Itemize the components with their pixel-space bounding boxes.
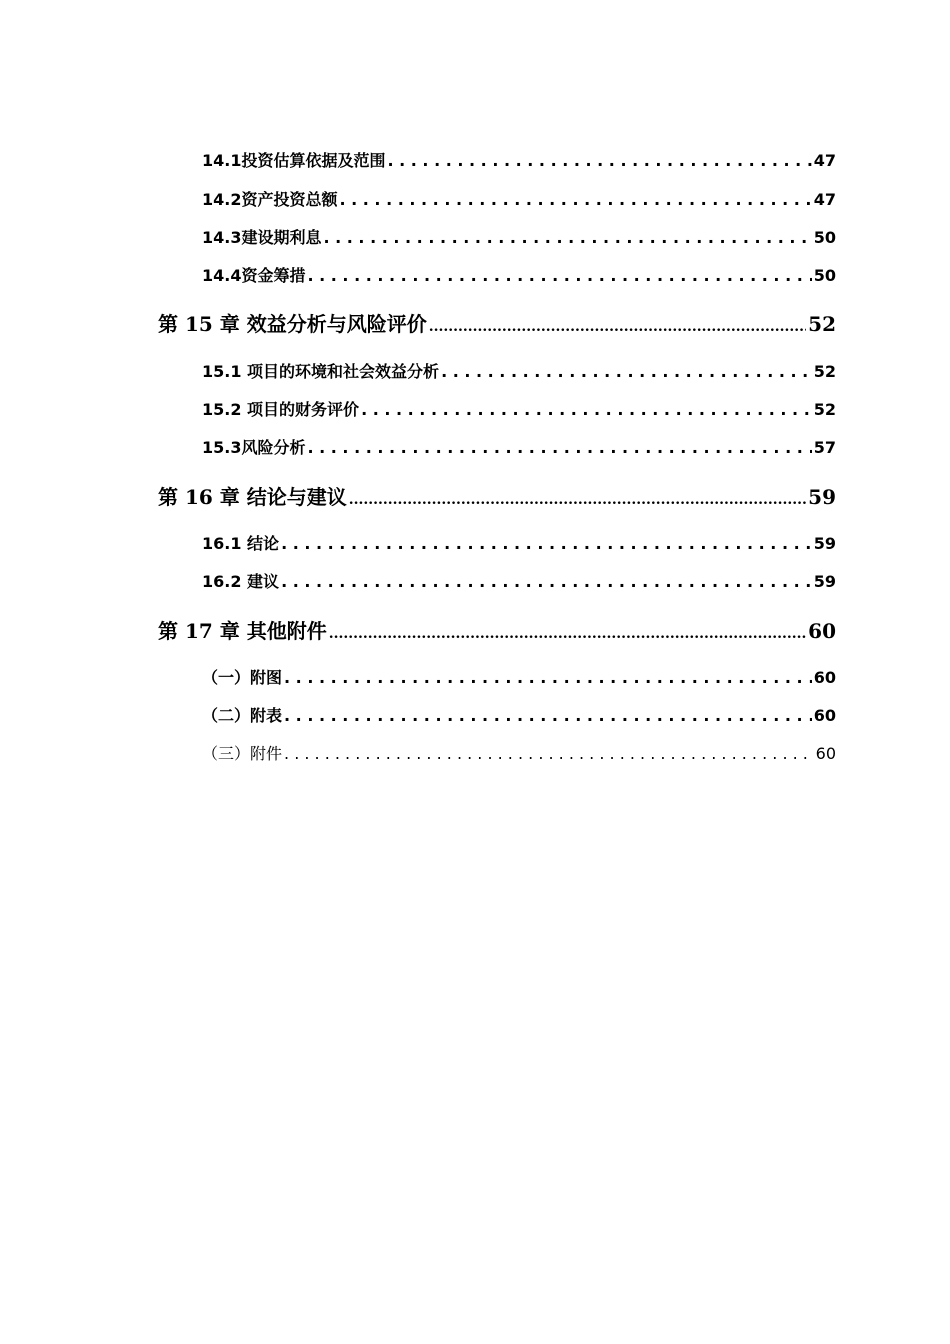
toc-entry-title: 15.3风险分析 [202, 438, 306, 457]
toc-entry-title: 14.1投资估算依据及范围 [202, 151, 386, 170]
toc-entry-14-3[interactable] [202, 225, 836, 248]
toc-chapter-16[interactable] [158, 481, 836, 510]
toc-leader-dots [307, 266, 811, 285]
toc-chapter-title: 第 15 章 效益分析与风险评价 [158, 312, 427, 336]
toc-chapter-title: 第 17 章 其他附件 [158, 619, 327, 643]
toc-chapter-15[interactable] [158, 308, 836, 337]
toc-leader-dots [307, 438, 811, 457]
toc-entry-14-1[interactable] [202, 148, 836, 171]
toc-page-number: 60 [813, 706, 836, 725]
toc-leader-dots [349, 492, 806, 508]
toc-entry-15-1[interactable] [202, 359, 836, 382]
toc-entry-title: 15.1 项目的环境和社会效益分析 [202, 362, 440, 381]
toc-page-number: 60 [815, 744, 836, 763]
toc-leader-dots [284, 706, 812, 725]
toc-entry-title: 14.2资产投资总额 [202, 190, 338, 209]
toc-leader-dots [339, 190, 811, 209]
toc-leader-dots [284, 668, 812, 687]
toc-entry-title: （一）附图 [202, 668, 283, 687]
toc-page-number: 47 [813, 190, 836, 209]
toc-entry-15-2[interactable] [202, 397, 836, 420]
toc-leader-dots [284, 744, 814, 763]
toc-leader-dots [361, 400, 812, 419]
toc-chapter-17[interactable] [158, 615, 836, 644]
toc-leader-dots [323, 228, 811, 247]
toc-leader-dots [429, 319, 806, 335]
toc-entry-16-1[interactable] [202, 531, 836, 554]
toc-entry-15-3[interactable] [202, 435, 836, 458]
toc-entry-14-2[interactable] [202, 187, 836, 210]
toc-entry-title: （三）附件 [202, 744, 283, 763]
toc-leader-dots [281, 572, 812, 591]
toc-leader-dots [281, 534, 812, 553]
toc-entry-title: 16.2 建议 [202, 572, 280, 591]
toc-page-number: 59 [813, 534, 836, 553]
toc-chapter-title: 第 16 章 结论与建议 [158, 485, 347, 509]
toc-entry-16-2[interactable] [202, 569, 836, 592]
toc-entry-title: 16.1 结论 [202, 534, 280, 553]
toc-entry-title: （二）附表 [202, 706, 283, 725]
toc-page-number: 52 [813, 400, 836, 419]
toc-leader-dots [387, 151, 811, 170]
toc-page-number: 59 [813, 572, 836, 591]
toc-leader-dots [441, 362, 812, 381]
toc-page-number: 60 [808, 619, 836, 643]
toc-page-number: 47 [813, 151, 836, 170]
toc-page-number: 52 [813, 362, 836, 381]
toc-entry-title: 14.3建设期利息 [202, 228, 322, 247]
toc-leader-dots [329, 626, 806, 642]
toc-entry-title: 14.4资金筹措 [202, 266, 306, 285]
toc-entry-appendix-tables[interactable] [202, 703, 836, 726]
toc-page-number: 59 [808, 485, 836, 509]
toc-page-number: 50 [813, 266, 836, 285]
toc-page-number: 52 [808, 312, 836, 336]
toc-entry-appendix-figures[interactable] [202, 665, 836, 688]
toc-entry-title: 15.2 项目的财务评价 [202, 400, 360, 419]
toc-page-number: 60 [813, 668, 836, 687]
toc-page-number: 57 [813, 438, 836, 457]
toc-page-number: 50 [813, 228, 836, 247]
toc-entry-14-4[interactable] [202, 263, 836, 286]
toc-entry-appendix-attachments[interactable] [202, 741, 836, 764]
